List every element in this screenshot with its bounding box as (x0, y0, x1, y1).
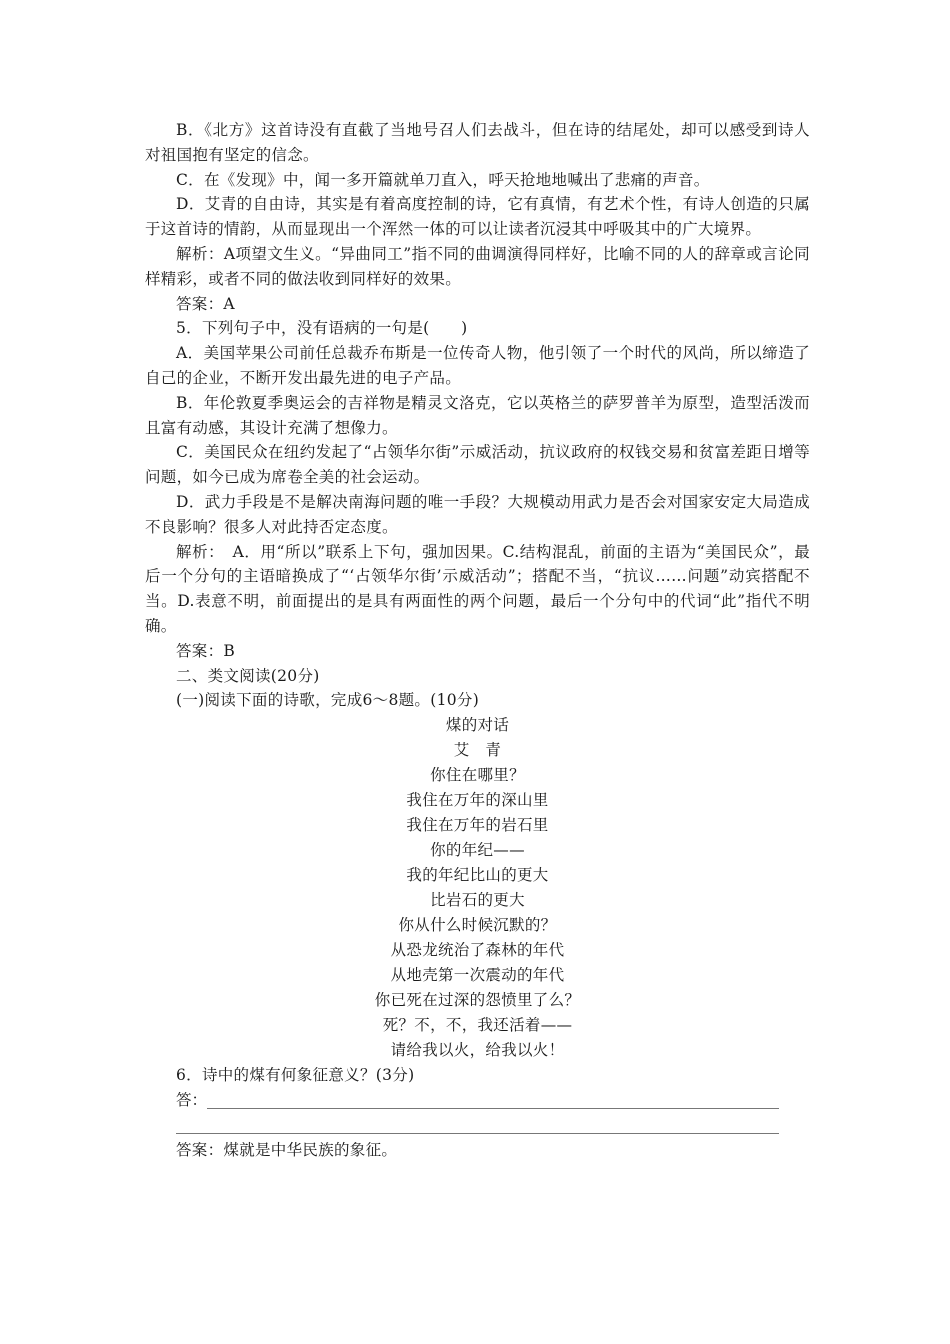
poem-line: 我住在万年的岩石里 (406, 816, 549, 835)
q4-answer: 答案：A (176, 294, 235, 313)
poem-author: 艾 青 (453, 741, 502, 760)
poem-line: 你住在哪里？ (430, 766, 525, 785)
section-title: 二、类文阅读(20分) (176, 666, 320, 685)
part1-intro: (一)阅读下面的诗歌，完成6～8题。(10分) (176, 691, 480, 710)
q6-stem: 6．诗中的煤有何象征意义？(3分) (176, 1066, 415, 1085)
poem-line: 比岩石的更大 (430, 891, 525, 910)
q6-answer-area[interactable] (145, 1088, 810, 1113)
poem-line: 死？不，不，我还活着—— (382, 1016, 573, 1035)
q6-answer-area-2[interactable] (145, 1113, 810, 1138)
poem-line: 你已死在过深的怨愤里了么？ (374, 991, 581, 1010)
poem-line: 从恐龙统治了森林的年代 (390, 941, 565, 960)
q5-answer: 答案：B (176, 641, 236, 660)
poem-line: 你的年纪—— (430, 841, 525, 860)
poem-line: 我住在万年的深山里 (406, 791, 549, 810)
q5-option-c: C．美国民众在纽约发起了“占领华尔街”示威活动，抗议政府的权钱交易和贫富差距日增等问题，如今已成为席卷全美的社会运动。 (145, 443, 810, 487)
poem-line: 从地壳第一次震动的年代 (390, 966, 565, 985)
answer-underline (207, 1108, 779, 1109)
document-page (145, 118, 810, 1163)
q6-answer: 答案：煤就是中华民族的象征。 (176, 1140, 398, 1159)
poem (145, 713, 810, 1063)
poem-title: 煤的对话 (445, 716, 510, 735)
poem-line: 请给我以火，给我以火！ (390, 1041, 565, 1060)
q5-option-b: B．年伦敦夏季奥运会的吉祥物是精灵文洛克，它以英格兰的萨罗普羊为原型，造型活泼而且富有动感，其设计充满了想像力。 (145, 393, 810, 437)
answer-label: 答： (176, 1090, 208, 1109)
q4-option-b: B．《北方》这首诗没有直截了当地号召人们去战斗，但在诗的结尾处，却可以感受到诗人对祖国抱有坚定的信念。 (145, 121, 810, 164)
q5-stem: 5．下列句子中，没有语病的一句是( ) (176, 319, 468, 338)
poem-line: 你从什么时候沉默的？ (398, 916, 557, 935)
q4-analysis: 解析：A项望文生义。“异曲同工”指不同的曲调演得同样好，比喻不同的人的辞章或言论同样精彩，或者不同的做法收到同样好的效果。 (145, 244, 810, 288)
q5-analysis: 解析： A．用“所以”联系上下句，强加因果。C.结构混乱，前面的主语为“美国民众”，最后一个分句的主语暗换成了“‘占领华尔街’示威活动”；搭配不当，“抗议……问题”动宾搭配不当。D.表意不明，前面提出的是具有两面性的两个问题，最后一个分句中的代词“此”指代不明确。 (145, 542, 810, 635)
q5-option-a: A．美国苹果公司前任总裁乔布斯是一位传奇人物，他引领了一个时代的风尚，所以缔造了自己的企业，不断开发出最先进的电子产品。 (145, 344, 810, 387)
poem-line: 我的年纪比山的更大 (406, 866, 549, 885)
q5-option-d: D．武力手段是不是解决南海问题的唯一手段？大规模动用武力是否会对国家安定大局造成不良影响？很多人对此持否定态度。 (145, 492, 810, 536)
q4-option-c: C．在《发现》中，闻一多开篇就单刀直入，呼天抢地地喊出了悲痛的声音。 (176, 170, 710, 189)
q4-option-d: D．艾青的自由诗，其实是有着高度控制的诗，它有真情，有艺术个性，有诗人创造的只属于这首诗的情韵，从而显现出一个浑然一体的可以让读者沉浸其中呼吸其中的广大境界。 (145, 195, 810, 239)
answer-underline (176, 1133, 779, 1134)
